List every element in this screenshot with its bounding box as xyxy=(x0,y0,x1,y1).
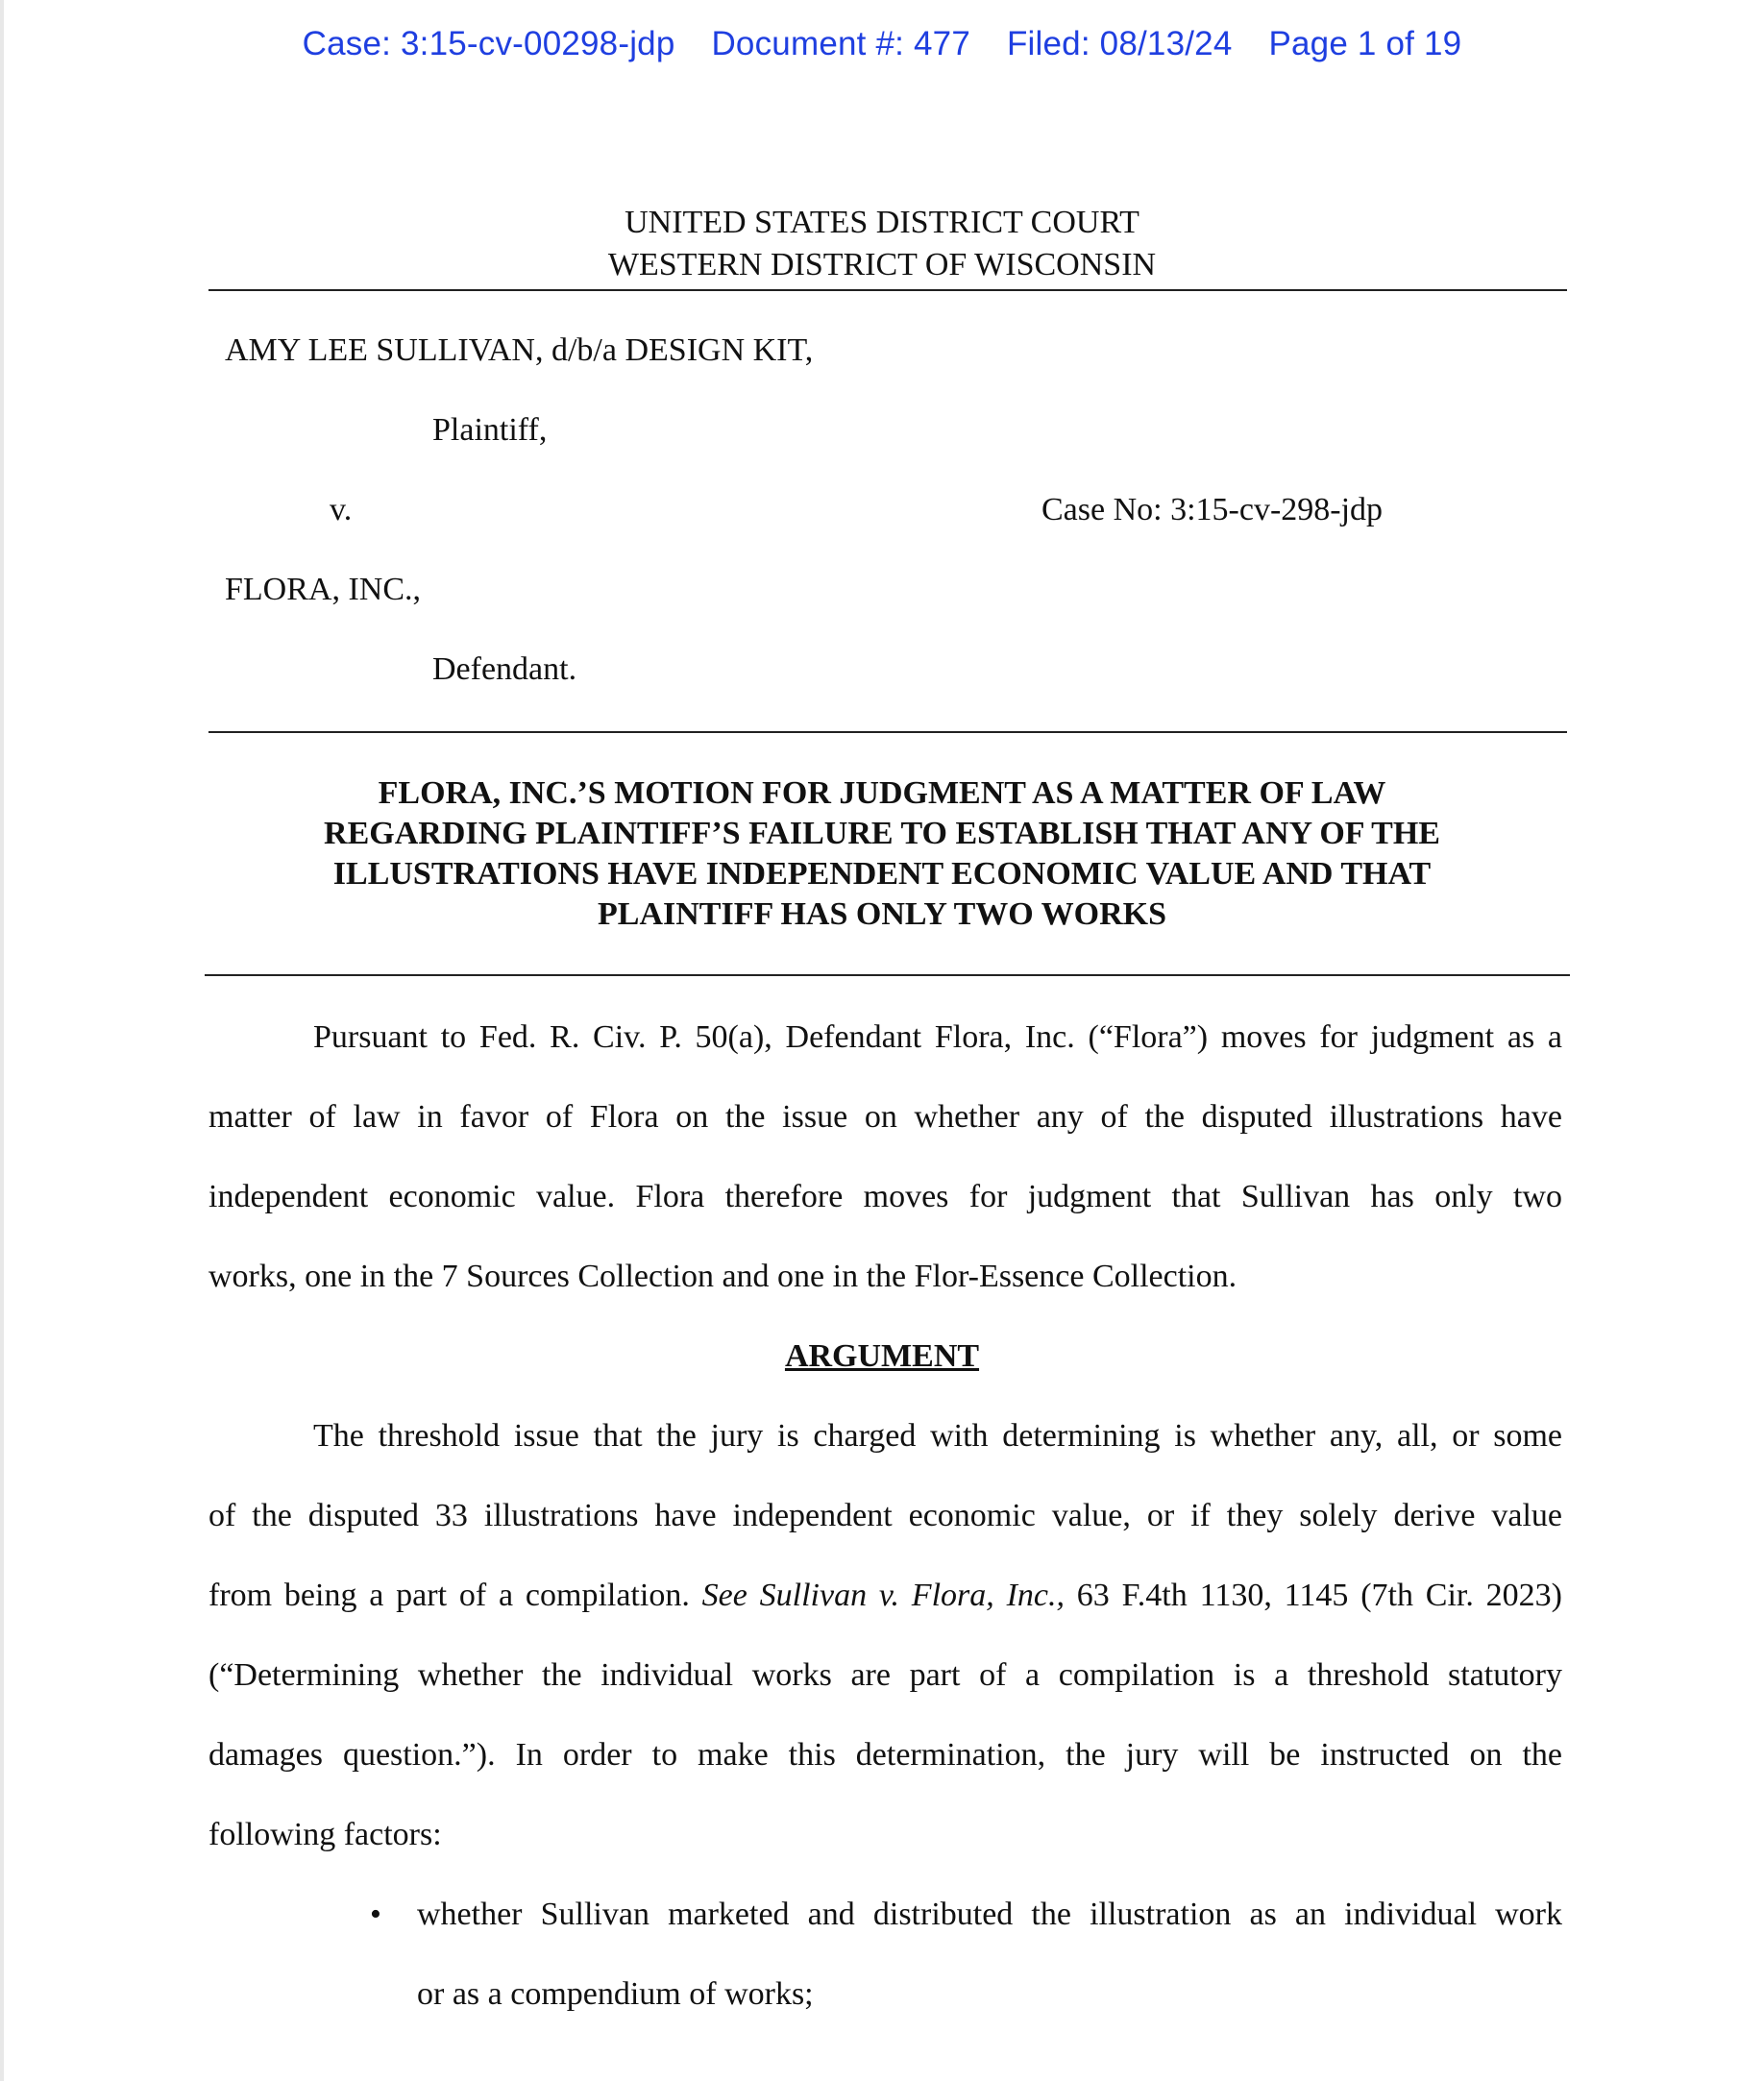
stamp-document: Document #: 477 xyxy=(711,25,971,62)
plaintiff-role: Plaintiff, xyxy=(432,412,548,448)
bullet-1-line-1: whether Sullivan marketed and distributed the illustration as an individual work xyxy=(417,1897,1562,1932)
intro-line-1: Pursuant to Fed. R. Civ. P. 50(a), Defendant Flora, Inc. (“Flora”) moves for judgment as a xyxy=(313,1019,1562,1055)
argument-line-1: The threshold issue that the jury is charged with determining is whether any, all, or some xyxy=(313,1418,1562,1454)
argument-line-3-reporter: 63 F.4th 1130, 1145 (7th Cir. 2023) xyxy=(1064,1578,1562,1613)
stamp-filed: Filed: 08/13/24 xyxy=(1006,25,1233,62)
plaintiff-name: AMY LEE SULLIVAN, d/b/a DESIGN KIT, xyxy=(225,332,814,368)
defendant-role: Defendant. xyxy=(432,651,577,687)
intro-line-2: matter of law in favor of Flora on the issue on whether any of the disputed illustrations have xyxy=(208,1099,1562,1135)
versus: v. xyxy=(330,492,353,527)
intro-line-3: independent economic value. Flora therefore moves for judgment that Sullivan has only two xyxy=(208,1179,1562,1214)
ecf-header-stamp xyxy=(0,25,1764,63)
stamp-page: Page 1 of 19 xyxy=(1268,25,1462,62)
case-number: Case No: 3:15-cv-298-jdp xyxy=(1041,492,1384,527)
page-edge xyxy=(0,0,4,2081)
argument-line-3-text: from being a part of a compilation. xyxy=(208,1578,702,1613)
title-line-4: PLAINTIFF HAS ONLY TWO WORKS xyxy=(598,896,1166,932)
bullet-1-line-2: or as a compendium of works; xyxy=(417,1976,814,2012)
bullet-dot-icon: • xyxy=(370,1897,381,1932)
argument-line-2: of the disputed 33 illustrations have independent economic value, or if they solely derive value xyxy=(208,1498,1562,1533)
title-line-2: REGARDING PLAINTIFF’S FAILURE TO ESTABLISH THAT ANY OF THE xyxy=(324,816,1440,851)
argument-line-5: damages question.”). In order to make this determination, the jury will be instructed on the xyxy=(208,1737,1562,1773)
title-bottom-rule xyxy=(205,974,1570,976)
defendant-name: FLORA, INC., xyxy=(225,572,422,607)
case-citation: See Sullivan v. Flora, Inc., xyxy=(701,1578,1065,1613)
argument-heading: ARGUMENT xyxy=(784,1338,980,1374)
title-line-3: ILLUSTRATIONS HAVE INDEPENDENT ECONOMIC VALUE AND THAT xyxy=(332,856,1432,892)
caption-top-rule xyxy=(208,289,1567,291)
court-line-1: UNITED STATES DISTRICT COURT xyxy=(625,205,1139,240)
stamp-case: Case: 3:15-cv-00298-jdp xyxy=(302,25,675,62)
court-line-2: WESTERN DISTRICT OF WISCONSIN xyxy=(607,247,1157,282)
intro-line-4: works, one in the 7 Sources Collection and one in the Flor-Essence Collection. xyxy=(208,1259,1237,1294)
motion-title xyxy=(0,773,1764,935)
court-name xyxy=(0,202,1764,286)
caption-bottom-rule xyxy=(208,731,1567,733)
argument-line-6: following factors: xyxy=(208,1817,442,1852)
argument-line-3 xyxy=(208,1578,1562,1614)
title-line-1: FLORA, INC.’S MOTION FOR JUDGMENT AS A MATTER OF LAW xyxy=(378,775,1386,811)
argument-line-4: (“Determining whether the individual works are part of a compilation is a threshold statutory xyxy=(208,1657,1562,1693)
